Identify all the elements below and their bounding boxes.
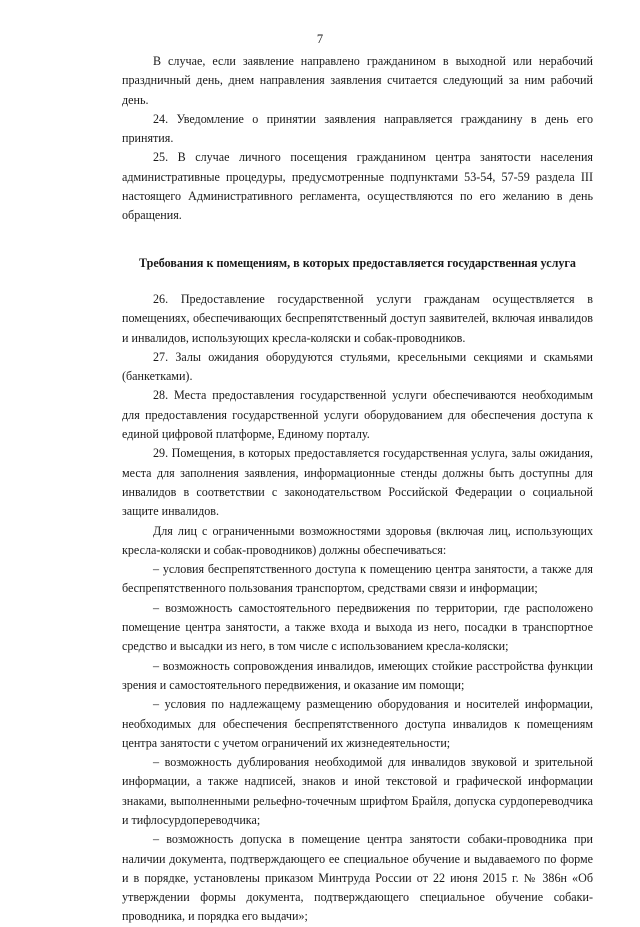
paragraph-24: 24. Уведомление о принятии заявления направляется гражданину в день его принятия. (122, 111, 593, 146)
list-item-equipment-placement: – условия по надлежащему размещению оборудования и носителей информации, необходимых для обеспечения беспрепятственного доступа инвалидов к помещениям центра занятости с учетом ограничений их жизнедеятельности; (122, 697, 593, 750)
list-item-guide-dog-admission: – возможность допуска в помещение центра занятости собаки-проводника при наличии документа, подтверждающего ее специальное обучение и выдаваемого по форме и в порядке, установлены приказом Минтруда России от 22 июня 2015 г. № 386н «Об утверждении формы документа, подтверждающего специальное обучение собаки-проводника, и порядка его выдачи»; (122, 832, 593, 924)
paragraph-weekend-filing: В случае, если заявление направлено гражданином в выходной или нерабочий праздничный день, днем направления заявления считается следующий за ним рабочий день. (122, 54, 593, 107)
list-item-information-duplication: – возможность дублирования необходимой для инвалидов звуковой и зрительной информации, а также надписей, знаков и иной текстовой и графической информации знаками, выполненными рельефно-точечным шрифтом Брайля, допуска сурдопереводчика и тифлосурдопереводчика; (122, 755, 593, 827)
list-item-escort-assistance: – возможность сопровождения инвалидов, имеющих стойкие расстройства функции зрения и самостоятельного передвижения, и оказание им помощи; (122, 658, 593, 692)
document-body (122, 52, 593, 927)
page-number: 7 (316, 32, 324, 46)
paragraph-26: 26. Предоставление государственной услуги гражданам осуществляется в помещениях, обеспечивающих беспрепятственный доступ заявителей, включая инвалидов и инвалидов, использующих кресла-коляски и собак-проводников. (122, 291, 593, 345)
paragraph-27: 27. Залы ожидания оборудуются стульями, кресельными секциями и скамьями (банкетками). (122, 349, 593, 384)
paragraph-29: 29. Помещения, в которых предоставляется государственная услуга, залы ожидания, места для заполнения заявления, информационные стенды должны быть доступны для инвалидов в соответствии с законодательством Российской Федерации о социальной защите инвалидов. (122, 446, 593, 519)
section-heading: Требования к помещениям, в которых предоставляется государственная услуга (139, 255, 576, 270)
list-item-independent-movement: – возможность самостоятельного передвижения по территории, где расположено помещение центра занятости, а также входа и выхода из него, посадки в транспортное средство и высадки из него, в том числе с использованием кресла-коляски; (122, 600, 593, 654)
paragraph-disabled-access-intro: Для лиц с ограниченными возможностями здоровья (включая лиц, использующих кресла-коляски и собак-проводников) должны обеспечиваться: (122, 523, 593, 557)
paragraph-25: 25. В случае личного посещения гражданином центра занятости населения административные процедуры, предусмотренные подпунктами 53-54, 57-59 раздела III настоящего Административного регламента, осуществляются по его желанию в день обращения. (122, 150, 593, 223)
paragraph-28: 28. Места предоставления государственной услуги обеспечиваются необходимым для предоставления государственной услуги оборудованием для обеспечения доступа к единой цифровой платформе, Единому порталу. (122, 388, 593, 442)
list-item-access-conditions: – условия беспрепятственного доступа к помещению центра занятости, а также для беспрепятственного пользования транспортом, средствами связи и информации; (122, 562, 593, 596)
